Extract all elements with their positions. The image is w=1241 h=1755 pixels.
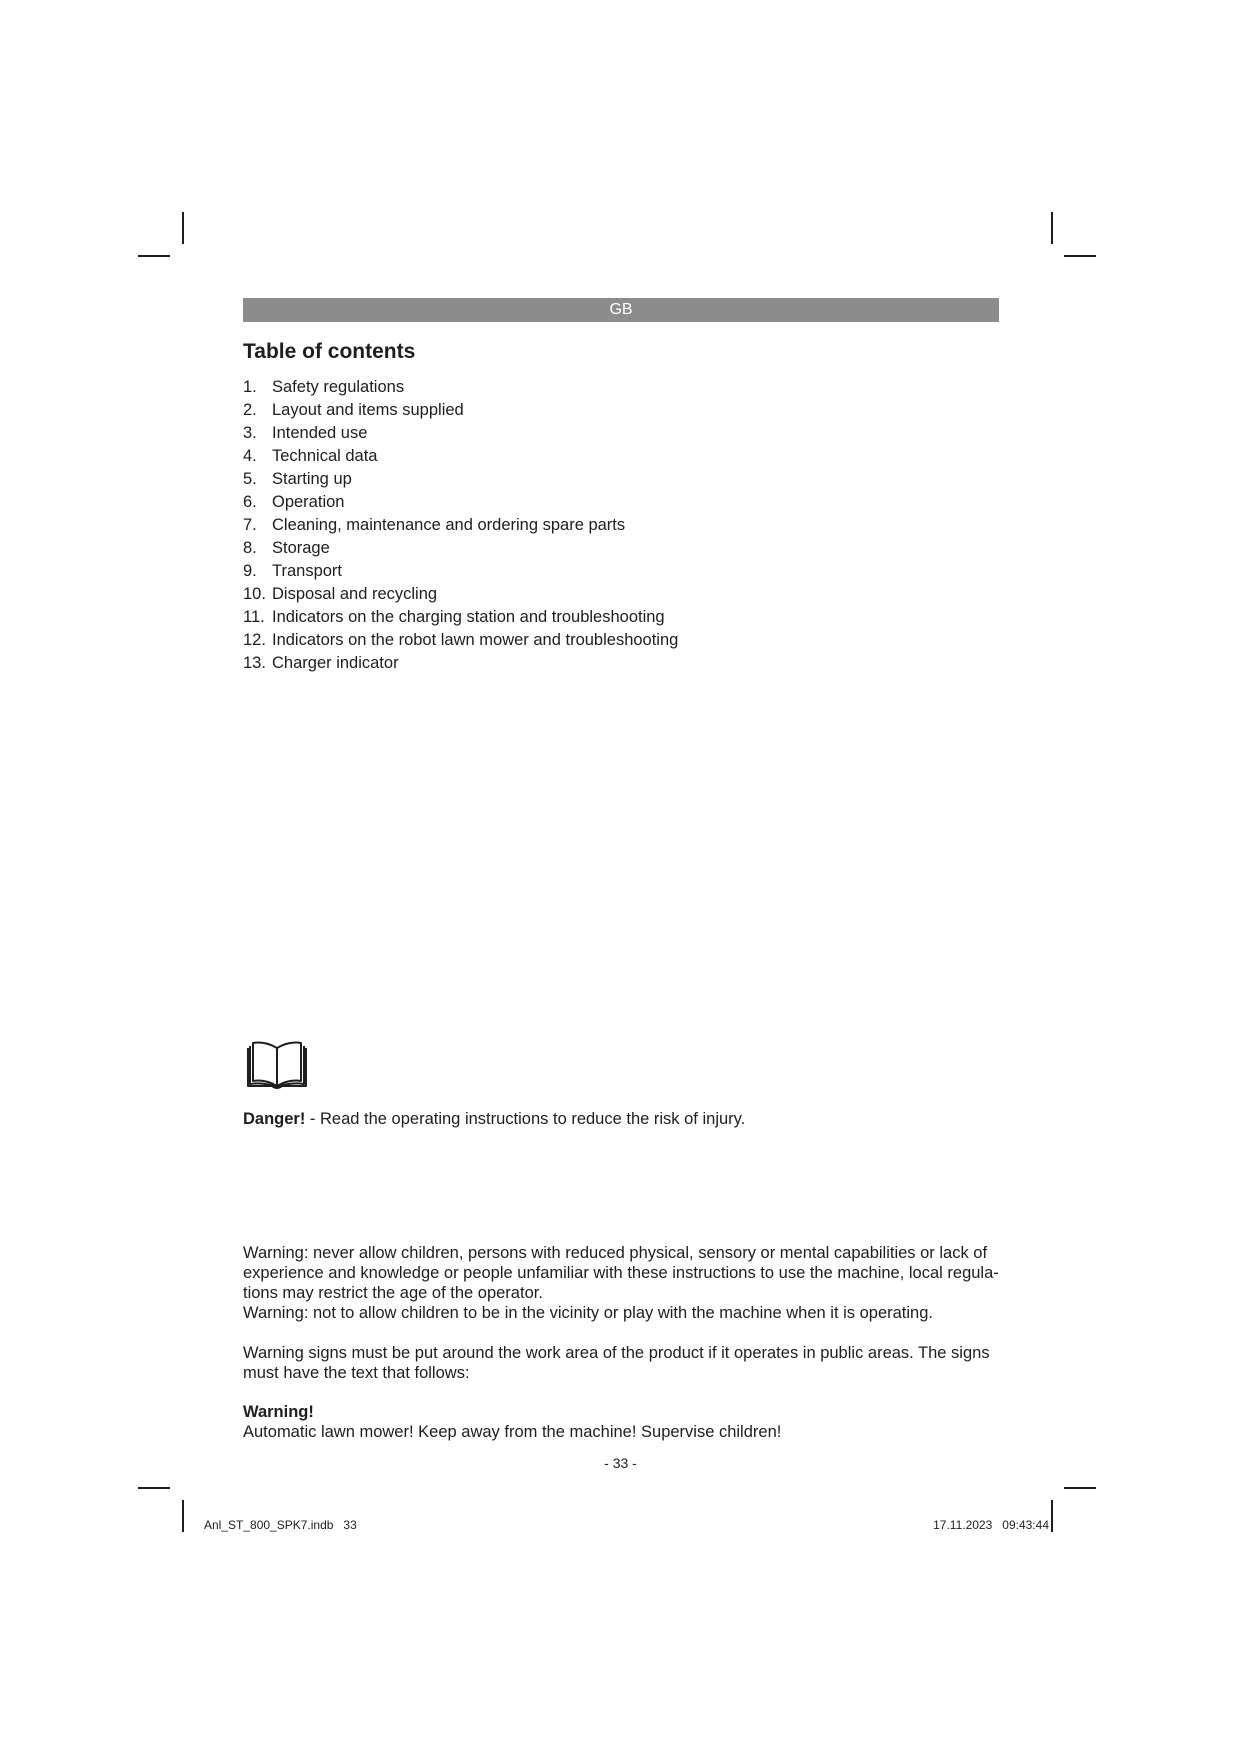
warning-paragraph: Warning: never allow children, persons with reduced physical, sensory or mental capabilities or lack of experience and knowledge or people unfamiliar with these instructions to use the machine, local regula-tions may restrict the age of the operator.: [243, 1244, 999, 1302]
toc-item-label: Transport: [272, 562, 342, 580]
toc-item-number: 13.: [243, 654, 266, 672]
toc-item-number: 1.: [243, 378, 257, 396]
toc-item-label: Storage: [272, 539, 330, 557]
toc-item-number: 4.: [243, 447, 257, 465]
warning-signs-paragraph: Warning signs must be put around the work area of the product if it operates in public areas. The signs must have the text that follows:: [243, 1344, 990, 1382]
toc-item-label: Disposal and recycling: [272, 585, 438, 603]
toc-item: [243, 491, 678, 514]
toc-item: [243, 606, 678, 629]
crop-mark: [1051, 212, 1053, 244]
toc-item: [243, 422, 678, 445]
crop-mark: [138, 1487, 170, 1489]
toc-item: [243, 629, 678, 652]
toc-item-number: 11.: [243, 608, 265, 626]
toc-item: [243, 376, 678, 399]
footer-file: Anl_ST_800_SPK7.indb 33: [204, 1518, 357, 1532]
toc-item-label: Safety regulations: [272, 378, 405, 396]
crop-mark: [182, 1500, 184, 1532]
toc-item-number: 9.: [243, 562, 257, 580]
toc-item-label: Intended use: [272, 424, 368, 442]
toc-item-label: Technical data: [272, 447, 378, 465]
toc-item: [243, 468, 678, 491]
toc-item: [243, 445, 678, 468]
toc-item: [243, 399, 678, 422]
toc-item-label: Charger indicator: [272, 654, 399, 672]
sign-text: Automatic lawn mower! Keep away from the machine! Supervise children!: [243, 1423, 782, 1441]
crop-mark: [138, 255, 170, 257]
toc-item-label: Indicators on the robot lawn mower and troubleshooting: [272, 631, 679, 649]
toc-item: [243, 560, 678, 583]
footer-timestamp: 17.11.2023 09:43:44: [933, 1518, 1049, 1532]
toc-item-number: 8.: [243, 539, 257, 557]
toc-item-label: Layout and items supplied: [272, 401, 464, 419]
danger-notice: [243, 1108, 1003, 1130]
danger-label: Danger!: [243, 1110, 306, 1128]
toc-item-label: Starting up: [272, 470, 352, 488]
toc-item-number: 5.: [243, 470, 257, 488]
warning-paragraph: Warning: not to allow children to be in the vicinity or play with the machine when it is operating.: [243, 1304, 933, 1322]
toc-title: Table of contents: [243, 340, 416, 363]
toc-item-number: 2.: [243, 401, 257, 419]
toc-item-label: Cleaning, maintenance and ordering spare parts: [272, 516, 626, 534]
crop-mark: [1051, 1500, 1053, 1532]
book-icon: [243, 1040, 311, 1090]
crop-mark: [1064, 255, 1096, 257]
toc-item: [243, 652, 678, 675]
crop-mark: [1064, 1487, 1096, 1489]
toc-item-number: 12.: [243, 631, 266, 649]
toc-item: [243, 583, 678, 606]
toc-item-number: 6.: [243, 493, 257, 511]
toc-item-number: 10.: [243, 585, 266, 603]
crop-mark: [182, 212, 184, 244]
toc-item: [243, 537, 678, 560]
toc-item: [243, 514, 678, 537]
page-number: - 33 -: [604, 1455, 637, 1471]
toc-item-number: 3.: [243, 424, 257, 442]
danger-text: - Read the operating instructions to reduce the risk of injury.: [305, 1110, 746, 1128]
toc-item-label: Operation: [272, 493, 345, 511]
toc-item-number: 7.: [243, 516, 257, 534]
language-header-bar: GB: [243, 298, 999, 322]
toc-item-label: Indicators on the charging station and troubleshooting: [272, 608, 665, 626]
toc-list: [243, 376, 678, 675]
sign-title: Warning!: [243, 1403, 314, 1421]
